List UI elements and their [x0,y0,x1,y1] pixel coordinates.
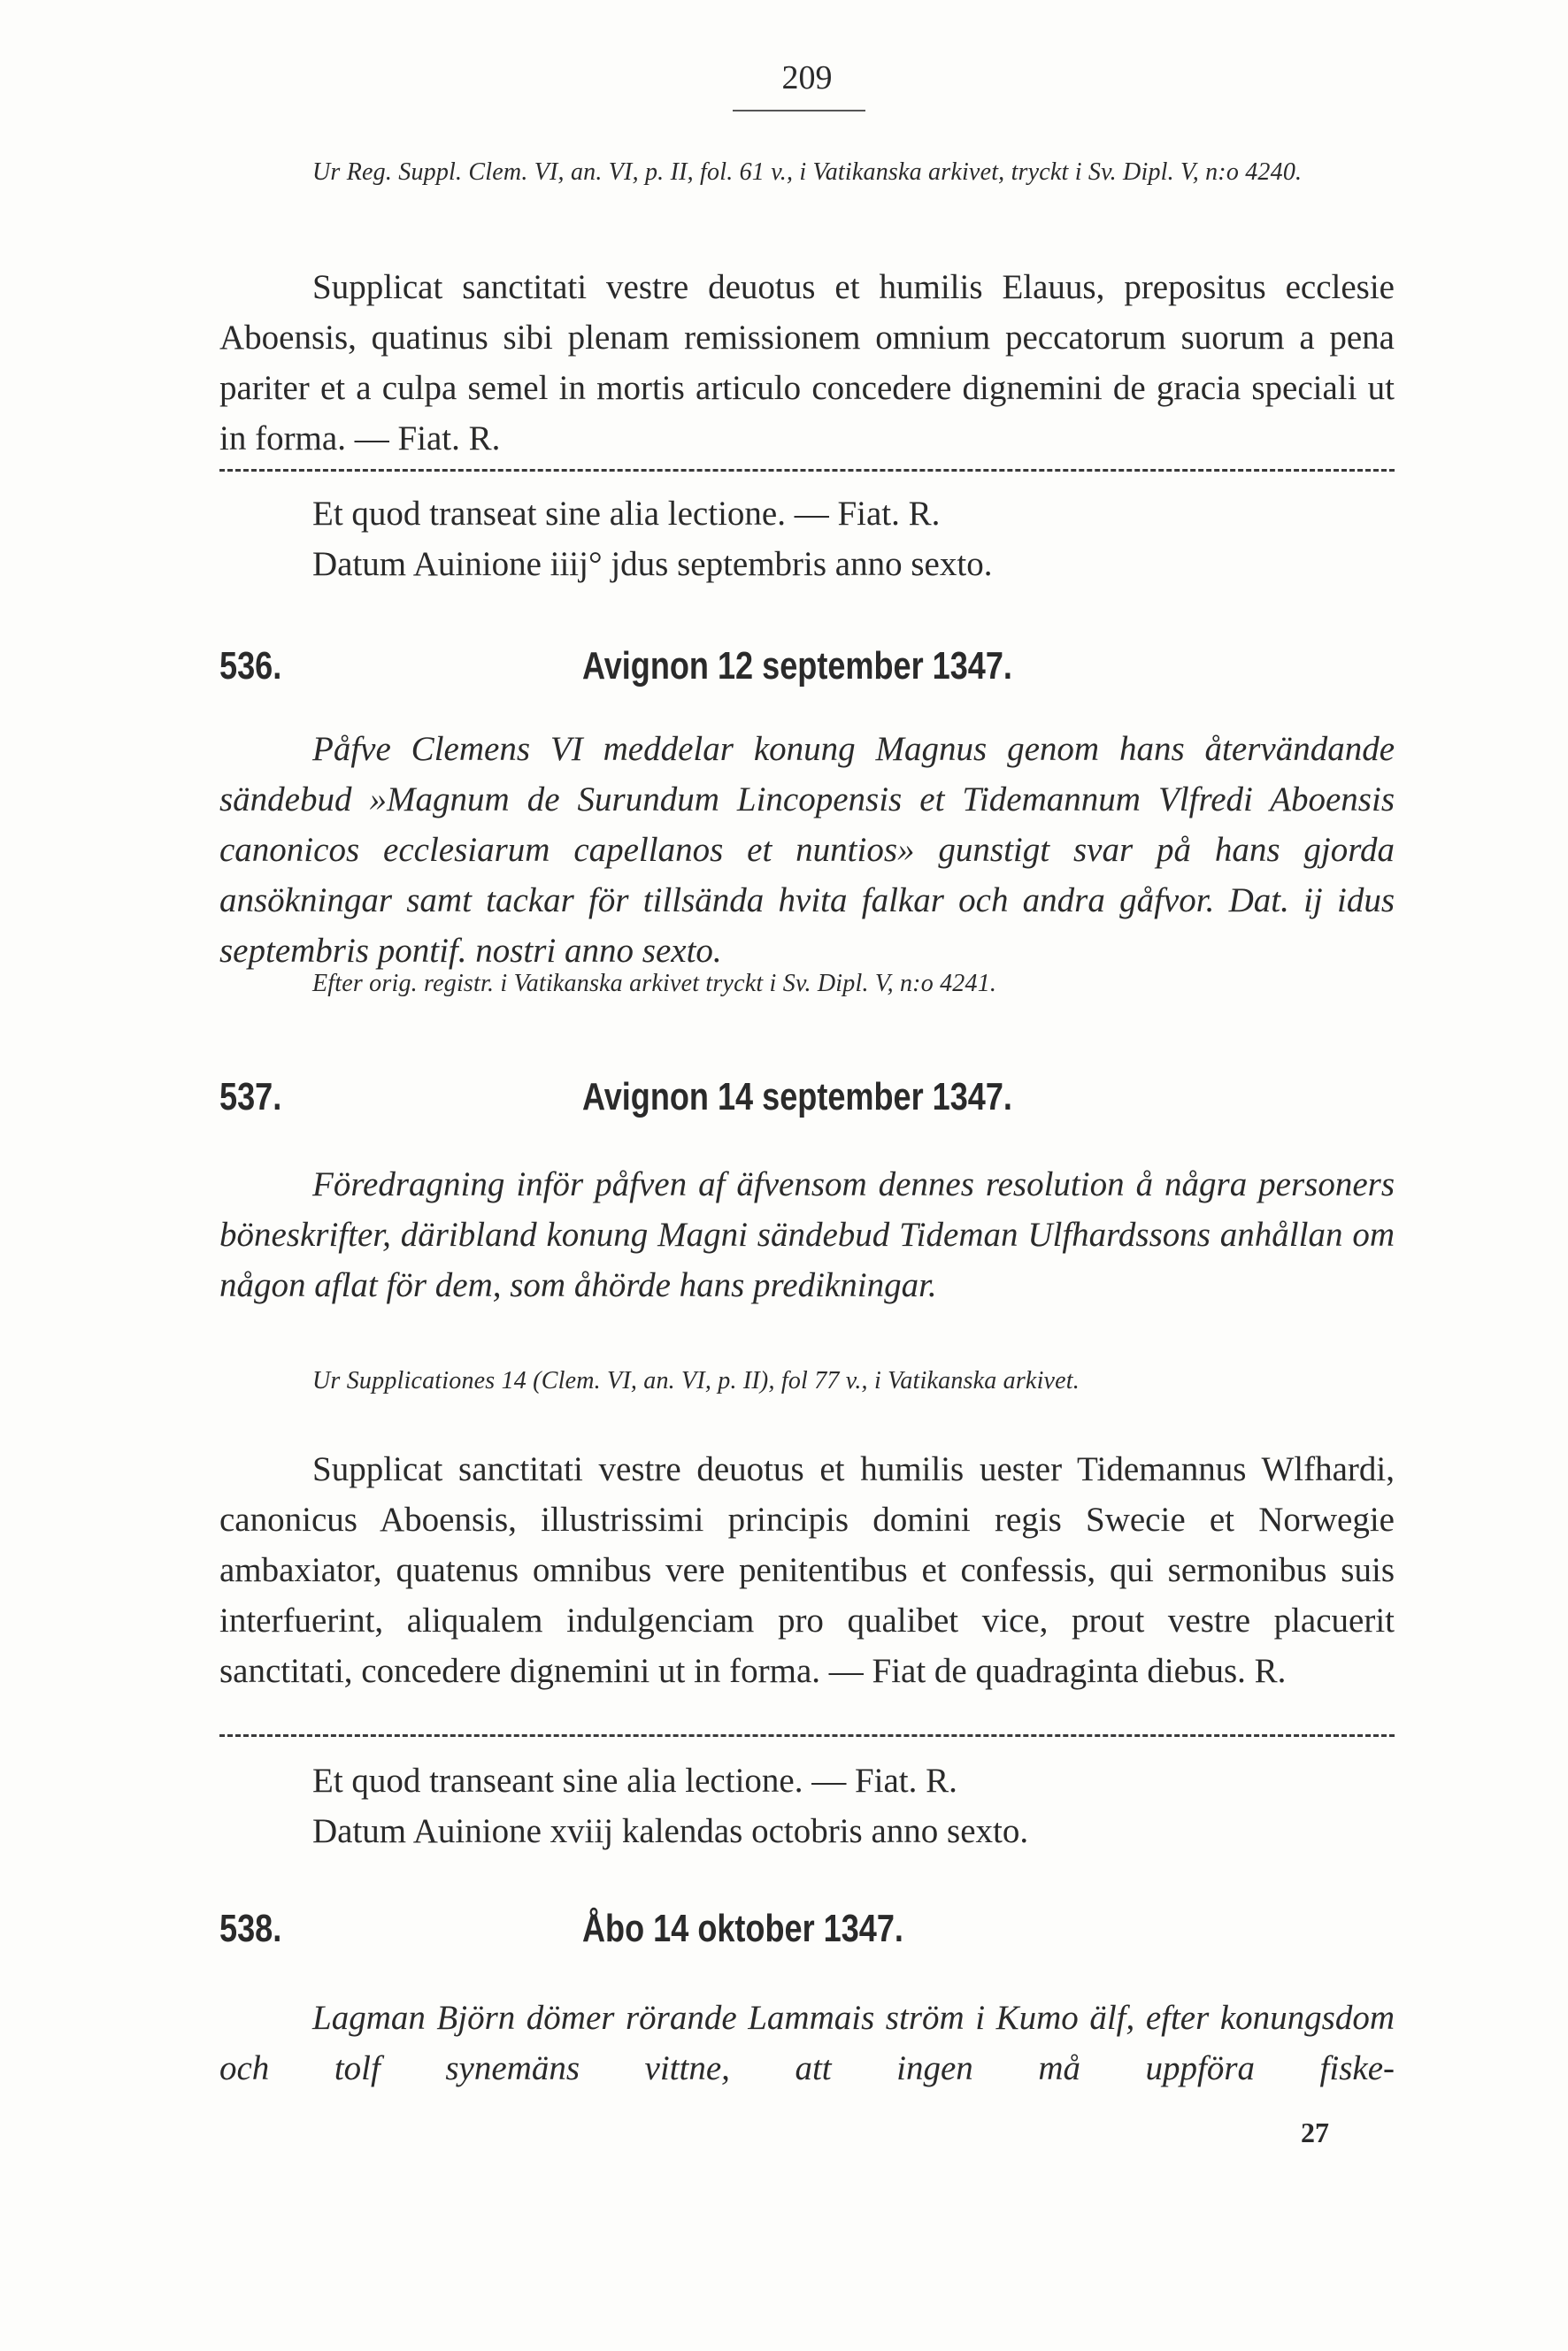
paragraph-537: Supplicat sanctitati vestre deuotus et humilis uester Tidemannus Wlfhardi, canonicus Aboensis, illustrissimi principis domini regis Swecie et Norwegie ambaxiator, quatenus omnibus vere penitentibus et confessis, qui sermonibus suis interfuerint, aliqualem indulgenciam pro qualibet vice, prout vestre placuerit sanctitati, concedere dignemini ut in forma. — Fiat de quadraginta diebus. R. [219,1450,1395,1690]
citation-537: Ur Supplicationes 14 (Clem. VI, an. VI, p. II), fol 77 v., i Vatikanska arkivet. [312,1367,1080,1394]
entry-heading-536 [219,644,1183,697]
dating-line: Datum Auinione iiij° jdus septembris anno sexto. [312,545,993,583]
entry-number: 536. [219,644,282,688]
entry-place-date: Avignon 14 september 1347. [582,1075,1012,1118]
citation-535: Ur Reg. Suppl. Clem. VI, an. VI, p. II, fol. 61 v., i Vatikanska arkivet, tryckt i Sv. Dipl. V, n:o 4240. [312,158,1303,186]
page-number-rule [733,110,865,111]
dating-line: Datum Auinione xviij kalendas octobris anno sexto. [312,1812,1029,1850]
entry-place-date: Avignon 12 september 1347. [582,644,1012,688]
entry-heading-538 [219,1907,1183,1960]
summary-536: Påfve Clemens VI meddelar konung Magnus genom hans återvändande sändebud »Magnum de Surundum Lincopensis et Tidemannum Vlfredi Aboensis canonicos ecclesiarum capellanos et nuntios» gunstigt svar på hans gjorda ansökningar samt tackar för tillsända hvita falkar och andra gåfvor. Dat. ij idus septembris pontif. nostri anno sexto. [219,730,1395,970]
dashed-separator-537 [219,1734,1395,1737]
entry-place-date: Åbo 14 oktober 1347. [582,1907,903,1950]
clause-line: Et quod transeat sine alia lectione. — Fiat. R. [312,495,941,533]
paragraph-535: Supplicat sanctitati vestre deuotus et humilis Elauus, prepositus ecclesie Aboensis, quatinus sibi plenam remissionem omnium peccatorum suorum a pena pariter et a culpa semel in mortis articulo concedere dignemini de gracia speciali ut in forma. — Fiat. R. [219,268,1395,457]
signature-mark: 27 [1301,2117,1329,2148]
clause-535 [219,488,1395,589]
summary-538: Lagman Björn dömer rörande Lammais ström i Kumo älf, efter konungsdom och tolf synemäns vittne, att ingen må uppföra fiske- [219,1999,1395,2087]
dashed-separator-535 [219,469,1395,472]
page-number: 209 [781,59,833,96]
clause-line: Et quod transeant sine alia lectione. — Fiat. R. [312,1762,957,1800]
entry-number: 537. [219,1075,282,1118]
clause-537 [219,1756,1395,1856]
summary-537: Föredragning inför påfven af äfvensom dennes resolution å några personers böneskrifter, däribland konung Magni sändebud Tideman Ulfhardssons anhållan om någon aflat för dem, som åhörde hans predikningar. [219,1165,1395,1304]
citation-536: Efter orig. registr. i Vatikanska arkivet tryckt i Sv. Dipl. V, n:o 4241. [312,970,997,997]
entry-heading-537 [219,1075,1183,1128]
entry-number: 538. [219,1907,282,1950]
